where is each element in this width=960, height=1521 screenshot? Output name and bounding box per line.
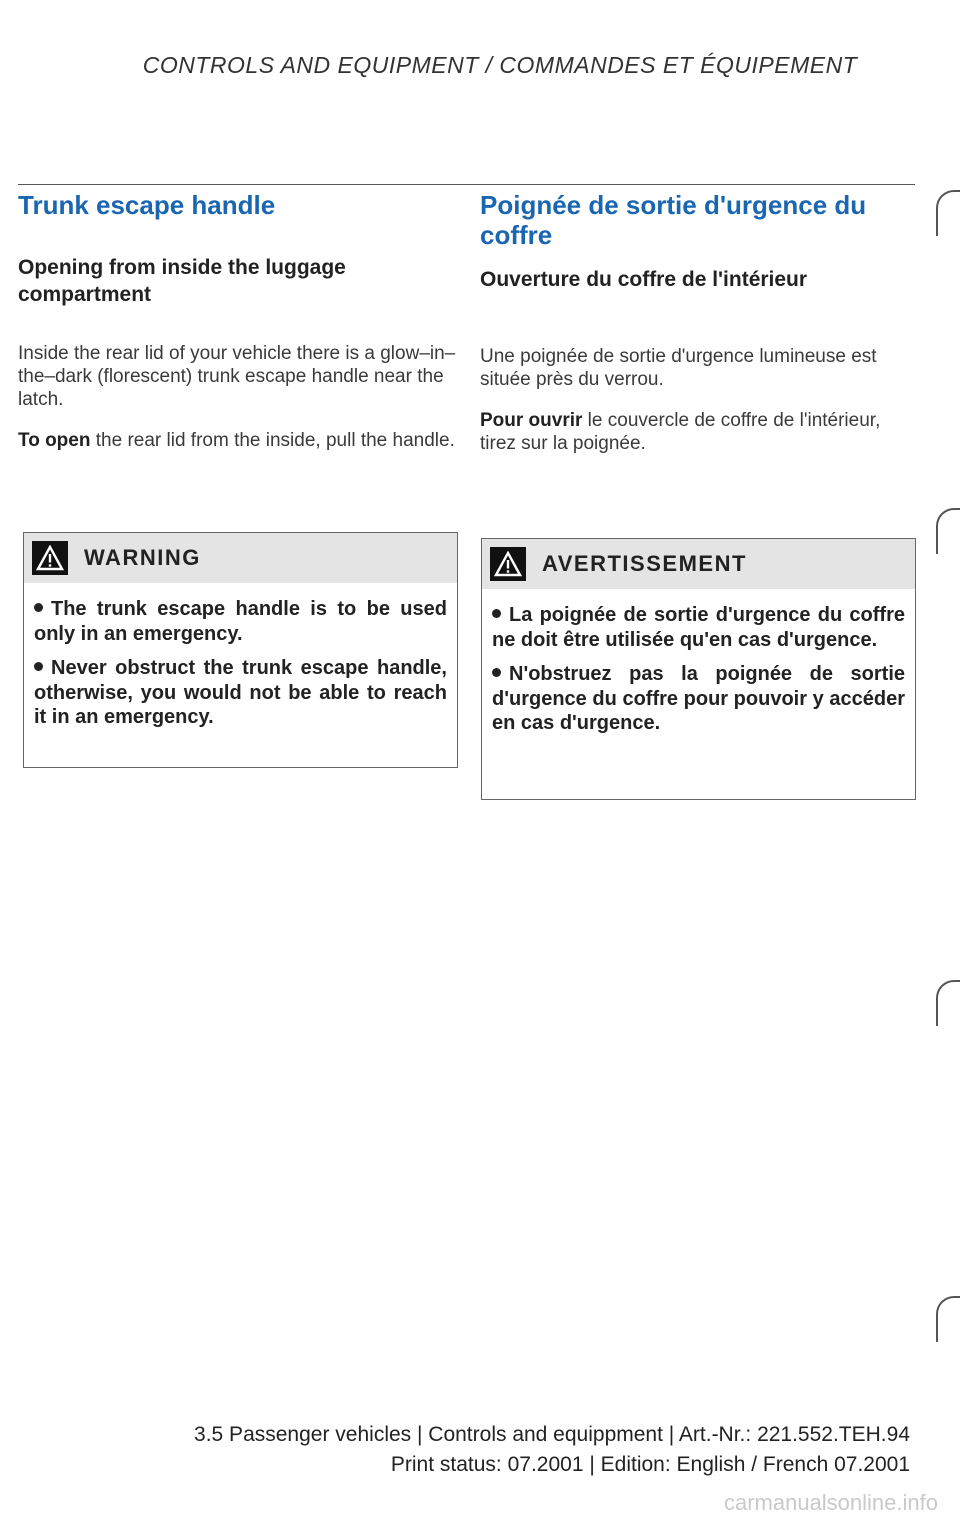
french-paragraph-2-lead: Pour ouvrir [480, 410, 583, 431]
bullet-icon [34, 603, 43, 612]
french-title: Poignée de sortie d'urgence du coffre [480, 190, 867, 250]
english-warning-item [34, 656, 447, 730]
french-warning-item [492, 662, 905, 736]
page-edge-mark [936, 980, 960, 1026]
english-warning-header [24, 533, 457, 583]
english-paragraph-2-lead: To open [18, 430, 91, 451]
watermark: carmanualsonline.info [723, 1490, 938, 1515]
page-edge-mark [936, 508, 960, 554]
running-head: CONTROLS AND EQUIPMENT / COMMANDES ET ÉQUIPEMENT [142, 52, 858, 78]
french-paragraph-2-rest: le couvercle de coffre de l'intérieur, tirez sur la poignée. [480, 410, 881, 454]
french-warning-item [492, 603, 905, 652]
french-column [480, 190, 915, 473]
english-warning-box [23, 532, 458, 768]
bullet-icon [492, 609, 501, 618]
english-paragraph-2 [18, 429, 456, 452]
english-paragraph-1: Inside the rear lid of your vehicle there is a glow–in–the–dark (florescent) trunk escape handle near the latch. [18, 343, 456, 410]
english-subtitle: Opening from inside the luggage compartment [18, 256, 346, 306]
french-warning-header [482, 539, 915, 589]
french-paragraph-2 [480, 409, 915, 455]
french-warning-box [481, 538, 916, 800]
header-rule [18, 184, 915, 185]
english-warning-item [34, 597, 447, 646]
bullet-icon [492, 668, 501, 677]
bullet-icon [34, 662, 43, 671]
french-subtitle: Ouverture du coffre de l'intérieur [480, 268, 808, 291]
english-column [18, 190, 456, 470]
french-warning-body [482, 589, 915, 736]
warning-triangle-icon [490, 547, 526, 581]
english-warning-body [24, 583, 457, 730]
french-paragraph-1: Une poignée de sortie d'urgence lumineuse est située près du verrou. [480, 346, 877, 390]
english-title: Trunk escape handle [18, 190, 276, 220]
english-warning-item-text: The trunk escape handle is to be used only in an emergency. [34, 598, 447, 645]
footer-line-2: Print status: 07.2001 | Edition: English / French 07.2001 [390, 1453, 910, 1476]
english-warning-label: WARNING [84, 545, 201, 570]
french-warning-item-text: N'obstruez pas la poignée de sortie d'urgence du coffre pour pouvoir y accéder en cas d'urgence. [492, 663, 905, 734]
warning-triangle-icon [32, 541, 68, 575]
french-warning-item-text: La poignée de sortie d'urgence du coffre ne doit être utilisée qu'en cas d'urgence. [492, 604, 905, 651]
page-edge-mark [936, 1296, 960, 1342]
french-warning-label: AVERTISSEMENT [542, 551, 747, 576]
page-edge-mark [936, 190, 960, 236]
footer-line-1: 3.5 Passenger vehicles | Controls and equippment | Art.-Nr.: 221.552.TEH.94 [194, 1423, 910, 1446]
english-paragraph-2-rest: the rear lid from the inside, pull the handle. [90, 430, 455, 451]
page-footer [194, 1420, 910, 1480]
english-warning-item-text: Never obstruct the trunk escape handle, otherwise, you would not be able to reach it in an emergency. [34, 657, 447, 728]
